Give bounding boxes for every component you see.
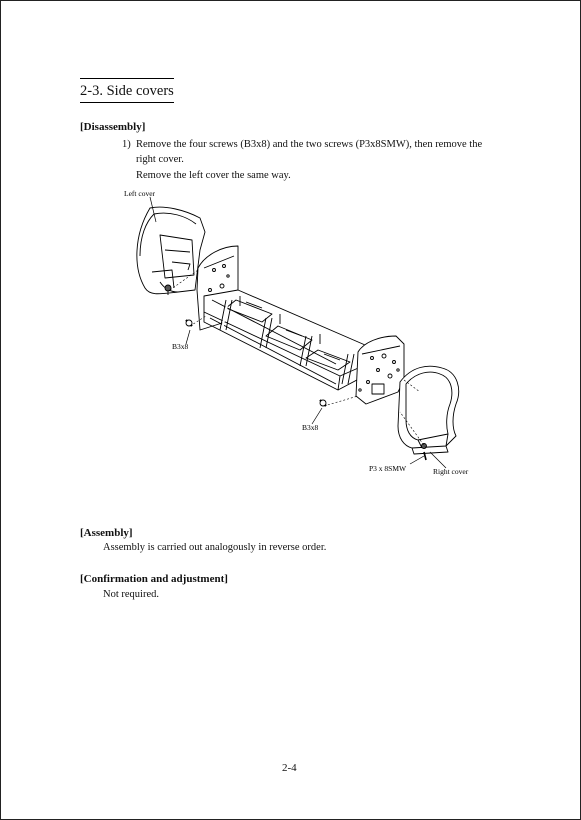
assembly-text: Assembly is carried out analogously in reverse order. — [103, 542, 327, 553]
right-cover-drawing — [398, 366, 459, 454]
page-number: 2-4 — [282, 762, 297, 774]
label-b3x8-left: B3x8 — [172, 342, 189, 351]
step-text-line3: Remove the left cover the same way. — [136, 170, 291, 181]
label-left-cover: Left cover — [124, 189, 156, 198]
step-text-line2: right cover. — [136, 154, 184, 165]
label-right-cover: Right cover — [433, 467, 469, 476]
label-p3x8smw: P3 x 8SMW — [369, 464, 407, 473]
right-plate-drawing — [356, 336, 404, 404]
step-number: 1) — [122, 139, 131, 150]
assembly-heading: [Assembly] — [80, 527, 133, 539]
section-title: 2-3. Side covers — [80, 78, 174, 103]
label-b3x8-center: B3x8 — [302, 423, 319, 432]
disassembly-heading: [Disassembly] — [80, 121, 146, 133]
base-frame-drawing — [204, 290, 372, 390]
confirmation-heading: [Confirmation and adjustment] — [80, 573, 228, 585]
step-text-line1: Remove the four screws (B3x8) and the two screws (P3x8SMW), then remove the — [136, 139, 483, 150]
confirmation-text: Not required. — [103, 589, 159, 600]
left-cover-drawing — [137, 207, 205, 295]
